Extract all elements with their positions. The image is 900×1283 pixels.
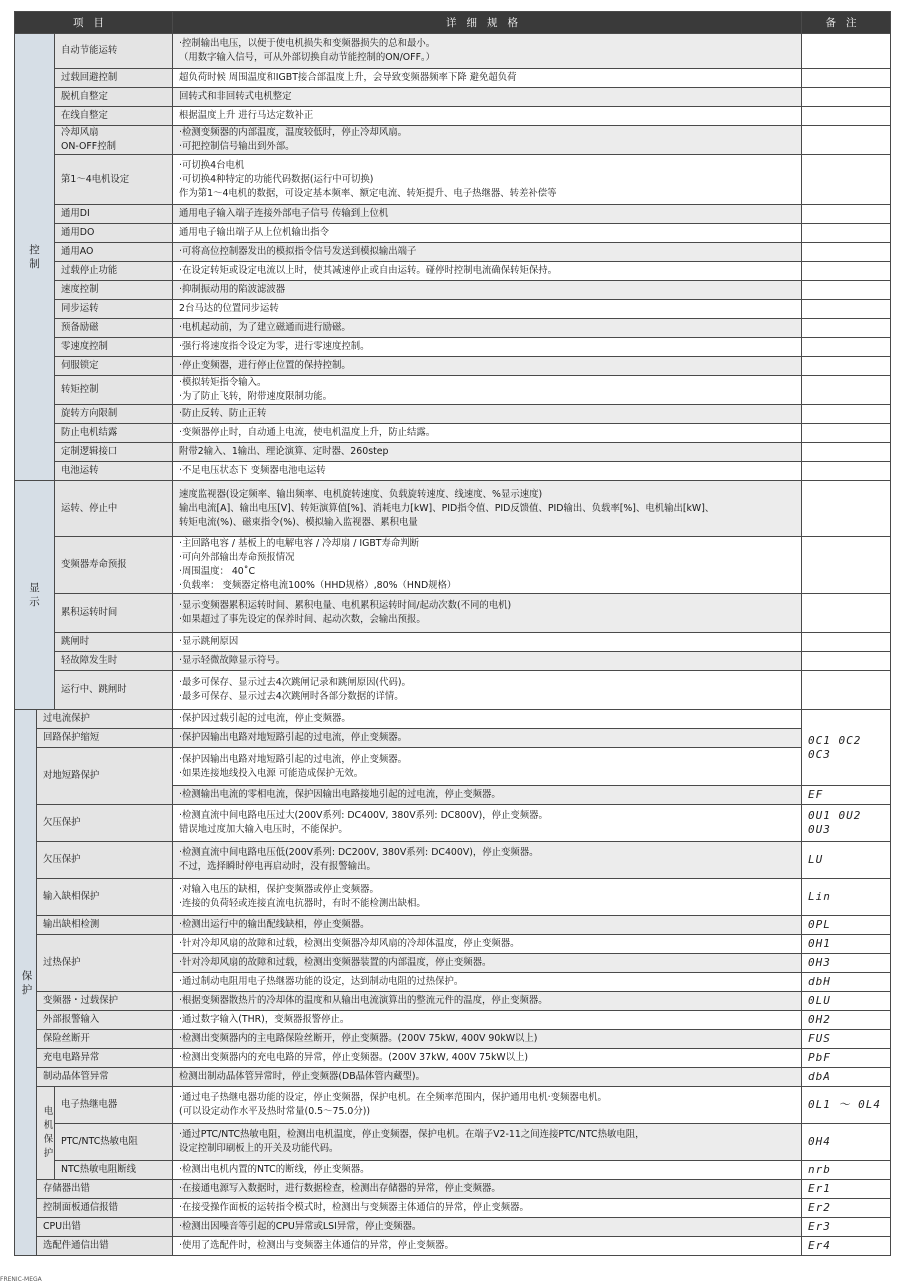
error-code: PbF [802, 1049, 891, 1068]
detail-line: ·不足电压状态下 变频器电池电运转 [179, 465, 326, 476]
item-detail [173, 126, 802, 155]
protection-row [15, 992, 891, 1011]
detail-line: ·根据变频器散热片的冷却体的温度和从输出电流演算出的整流元件的温度，停止变频器。 [179, 995, 548, 1006]
error-code: 0H2 [802, 1011, 891, 1030]
detail-line: ·显示轻微故障显示符号。 [179, 655, 286, 666]
detail-line: ·可将高位控制器发出的模拟指令信号发送到模拟输出端子 [179, 246, 417, 257]
display-row [15, 594, 891, 633]
error-code: 0LU [802, 992, 891, 1011]
item-detail [173, 424, 802, 443]
item-name: 变频器寿命预报 [55, 537, 173, 594]
detail-line: ·显示变频器累积运转时间、累积电量、电机累积运转时间/起动次数(不同的电机) [179, 600, 512, 611]
item-name: 电池运转 [55, 462, 173, 481]
item-name: 跳闸时 [55, 633, 173, 652]
protection-row [15, 1049, 891, 1068]
protection-row [15, 1180, 891, 1199]
detail-line: ·显示跳闸原因 [179, 636, 239, 647]
item-detail [173, 1218, 802, 1237]
detail-line: ·停止变频器，进行停止位置的保持控制。 [179, 360, 351, 371]
protection-row [15, 842, 891, 879]
detail-line: ·电机起动前，为了建立磁通而进行励磁。 [179, 322, 351, 333]
item-name-line: 冷却风扇 [61, 127, 99, 138]
item-detail [173, 935, 802, 954]
protection-row [15, 729, 891, 748]
detail-line: ·防止反转、防止正转 [179, 408, 267, 419]
item-name: 速度控制 [55, 281, 173, 300]
item-remark [802, 300, 891, 319]
detail-line: ·保护因输出电路对地短路引起的过电流，停止变频器。 [179, 732, 407, 743]
category-label [15, 710, 37, 1256]
item-detail [173, 1237, 802, 1256]
detail-line: ·连接的负荷轻或连接直流电抗器时，有时不能检测出缺相。 [179, 898, 426, 909]
protection-row [15, 1237, 891, 1256]
item-remark [802, 224, 891, 243]
item-detail [173, 338, 802, 357]
detail-line: 通用电子输出端子从上位机输出指令 [179, 227, 330, 238]
item-detail [173, 786, 802, 805]
detail-line: ·对输入电压的缺相，保护变频器或停止变频器。 [179, 884, 379, 895]
display-row [15, 633, 891, 652]
item-name: NTC热敏电阻断线 [55, 1161, 173, 1180]
detail-line: ·变频器停止时，自动通上电流，使电机温度上升，防止结露。 [179, 427, 436, 438]
detail-line: 作为第1～4电机的数据，可设定基本频率、额定电流、转矩提升、电子热继器、转差补偿等 [179, 187, 557, 199]
item-detail [173, 594, 802, 633]
item-name: PTC/NTC热敏电阻 [55, 1124, 173, 1161]
detail-line: ·针对冷却风扇的故障和过载，检测出变频器冷却风扇的冷却体温度，停止变频器。 [179, 938, 520, 949]
error-code: 0H4 [802, 1124, 891, 1161]
category-text: 显示 [29, 582, 40, 608]
item-name: 通用DI [55, 205, 173, 224]
header-row [15, 12, 891, 34]
header-remarks: 备注 [802, 12, 891, 34]
control-row [15, 462, 891, 481]
item-remark [802, 357, 891, 376]
error-code: EF [802, 786, 891, 805]
item-name: 零速度控制 [55, 338, 173, 357]
item-name: 定制逻辑接口 [55, 443, 173, 462]
item-name: 预备励磁 [55, 319, 173, 338]
item-remark [802, 107, 891, 126]
detail-line: ·最多可保存、显示过去4次跳闸时各部分数据的详情。 [179, 691, 404, 702]
item-name: 运转、停止中 [55, 481, 173, 537]
error-code: 0H3 [802, 954, 891, 973]
item-detail [173, 281, 802, 300]
protection-row [15, 1068, 891, 1087]
item-detail [173, 973, 802, 992]
item-detail [173, 748, 802, 786]
spec-table [14, 11, 891, 1256]
item-detail [173, 710, 802, 729]
category-text: 电机保护 [43, 1106, 54, 1159]
detail-line: ·保护因过载引起的过电流，停止变频器。 [179, 713, 351, 724]
item-name: 运行中、跳闸时 [55, 671, 173, 710]
item-remark [802, 281, 891, 300]
item-remark [802, 205, 891, 224]
item-detail [173, 88, 802, 107]
item-detail [173, 1087, 802, 1124]
item-remark [802, 424, 891, 443]
item-name: 伺服锁定 [55, 357, 173, 376]
protection-row [15, 748, 891, 786]
item-name: 输出缺相检测 [37, 916, 173, 935]
detail-line: (可以设定动作水平及热时常量(0.5～75.0分)) [179, 1106, 371, 1117]
item-name: 同步运转 [55, 300, 173, 319]
error-code: 0PL [802, 916, 891, 935]
error-code: Er2 [802, 1199, 891, 1218]
error-code: dbA [802, 1068, 891, 1087]
detail-line: ·检测直流中间电路电压过大(200V系列: DC400V, 380V系列: DC800V)，停止变频器。 [179, 810, 548, 821]
item-remark [802, 462, 891, 481]
detail-line: ·负载率： 变频器定格电流100%（HHD规格）,80%（HND规格） [179, 580, 457, 591]
detail-line: 设定控制印刷板上的开关及功能代码。 [179, 1143, 339, 1154]
protection-row [15, 879, 891, 916]
display-row [15, 652, 891, 671]
display-row [15, 537, 891, 594]
item-name: 存储器出错 [37, 1180, 173, 1199]
item-remark [802, 671, 891, 710]
control-row [15, 69, 891, 88]
error-code: LU [802, 842, 891, 879]
detail-line: ·可向外部输出寿命预报情况 [179, 552, 295, 563]
item-remark [802, 376, 891, 405]
item-name: 欠压保护 [37, 842, 173, 879]
item-name: 控制面板通信报错 [37, 1199, 173, 1218]
error-code: 0U1 0U2 0U3 [802, 805, 891, 842]
control-row [15, 319, 891, 338]
protection-row [15, 916, 891, 935]
item-name: 自动节能运转 [55, 34, 173, 69]
detail-line: ·通过PTC/NTC热敏电阻，检测出电机温度，停止变频器，保护电机。在端子V2-11之间连接PTC/NTC热敏电阻， [179, 1129, 645, 1140]
item-name: 转矩控制 [55, 376, 173, 405]
item-name: 过载回避控制 [55, 69, 173, 88]
item-detail [173, 107, 802, 126]
item-detail [173, 1011, 802, 1030]
error-code: 0H1 [802, 935, 891, 954]
item-name: 过热保护 [37, 935, 173, 992]
control-row [15, 107, 891, 126]
motor-protection-label [37, 1087, 55, 1180]
detail-line: ·可把控制信号输出到外部。 [179, 141, 295, 152]
item-detail [173, 671, 802, 710]
detail-line: ·为了防止飞转，附带速度限制功能。 [179, 391, 332, 402]
error-code: Lin [802, 879, 891, 916]
item-detail [173, 1180, 802, 1199]
detail-line: ·如果超过了事先设定的保养时间、起动次数，会输出预报。 [179, 614, 426, 625]
detail-line: ·检测变频器的内部温度，温度较低时，停止冷却风扇。 [179, 127, 407, 138]
display-row [15, 481, 891, 537]
protection-row [15, 1087, 891, 1124]
category-label [15, 34, 55, 481]
item-detail [173, 155, 802, 205]
detail-line: ·使用了选配件时，检测出与变频器主体通信的异常，停止变频器。 [179, 1240, 454, 1251]
item-remark [802, 243, 891, 262]
detail-line: ·主回路电容 / 基板上的电解电容 / 冷却扇 / IGBT寿命判断 [179, 538, 420, 549]
detail-line: 速度监视器(设定频率、输出频率、电机旋转速度、负载旋转速度、线速度、%显示速度) [179, 488, 543, 500]
item-detail [173, 652, 802, 671]
item-detail [173, 462, 802, 481]
item-name: 选配件通信出错 [37, 1237, 173, 1256]
item-detail [173, 319, 802, 338]
item-detail [173, 1049, 802, 1068]
detail-line: ·最多可保存、显示过去4次跳闸记录和跳闸原因(代码)。 [179, 677, 411, 688]
detail-line: ·在接受操作面板的运转指令模式时，检测出与变频器主体通信的异常，停止变频器。 [179, 1202, 529, 1213]
error-code: dbH [802, 973, 891, 992]
item-detail [173, 537, 802, 594]
detail-line: ·通过数字输入(THR)，变频器报警停止。 [179, 1014, 350, 1025]
item-name: CPU出错 [37, 1218, 173, 1237]
item-detail [173, 34, 802, 69]
detail-line: 通用电子输入端子连接外部电子信号 传输到上位机 [179, 208, 389, 219]
detail-line: ·控制输出电压，以便于使电机损失和变频器损失的总和最小。 [179, 38, 436, 49]
item-detail [173, 805, 802, 842]
item-name: 轻故障发生时 [55, 652, 173, 671]
detail-line: ·针对冷却风扇的故障和过载，检测出变频器装置的内部温度，停止变频器。 [179, 957, 492, 968]
detail-line: ·检测出变频器内的充电电路的异常，停止变频器。(200V 37kW, 400V 75kW以上) [179, 1052, 529, 1063]
item-detail [173, 1068, 802, 1087]
control-row [15, 424, 891, 443]
item-name: 制动晶体管异常 [37, 1068, 173, 1087]
detail-line: ·检测输出电流的零相电流，保护因输出电路接地引起的过电流，停止变频器。 [179, 789, 501, 800]
control-row [15, 338, 891, 357]
item-name: 防止电机结露 [55, 424, 173, 443]
item-detail [173, 729, 802, 748]
detail-line: ·检测直流中间电路电压低(200V系列: DC200V, 380V系列: DC400V)，停止变频器。 [179, 847, 539, 858]
detail-line: ·抑制振动用的陷波滤波器 [179, 284, 286, 295]
detail-line: ·通过制动电阻用电子热继器功能的设定，达到制动电阻的过热保护。 [179, 976, 464, 987]
detail-line: ·通过电子热继电器功能的设定，停止变频器，保护电机。在全频率范围内，保护通用电机·变频器电机。 [179, 1092, 607, 1103]
item-detail [173, 224, 802, 243]
protection-row [15, 710, 891, 729]
item-detail [173, 300, 802, 319]
item-name: 回路保护缩短 [37, 729, 173, 748]
detail-line: ·在设定转矩或设定电流以上时，使其减速停止或自由运转。碰停时控制电流确保转矩保持。 [179, 265, 557, 276]
detail-line: 超负荷时候 周围温度和IGBT接合部温度上升，会导致变频器频率下降 避免超负荷 [179, 72, 517, 83]
detail-line: ·在接通电源写入数据时，进行数据检查，检测出存储器的异常，停止变频器。 [179, 1183, 501, 1194]
detail-line: ·检测出变频器内的主电路保险丝断开，停止变频器。(200V 75kW, 400V 90kW以上) [179, 1033, 538, 1044]
header-item: 项目 [15, 12, 173, 34]
control-row [15, 205, 891, 224]
error-code: Er4 [802, 1237, 891, 1256]
detail-line: 检测出制动晶体管异常时，停止变频器(DB晶体管内藏型)。 [179, 1071, 425, 1082]
control-row [15, 443, 891, 462]
item-detail [173, 1030, 802, 1049]
control-row [15, 155, 891, 205]
footer-text: FRENIC-MEGA [0, 1276, 42, 1283]
error-code: Er1 [802, 1180, 891, 1199]
item-detail [173, 1199, 802, 1218]
item-remark [802, 481, 891, 537]
item-remark [802, 338, 891, 357]
item-remark [802, 262, 891, 281]
item-remark [802, 443, 891, 462]
item-name: 脱机自整定 [55, 88, 173, 107]
item-detail [173, 243, 802, 262]
detail-line: ·周围温度： 40˚C [179, 566, 255, 577]
item-name-line: ON-OFF控制 [61, 141, 116, 152]
item-name: 电子热继电器 [55, 1087, 173, 1124]
item-detail [173, 205, 802, 224]
item-detail [173, 405, 802, 424]
detail-line: 根据温度上升 进行马达定数补正 [179, 110, 314, 121]
error-code: 0C1 0C2 0C3 [802, 710, 891, 786]
item-detail [173, 842, 802, 879]
detail-line: 错误地过度加大输入电压时，不能保护。 [179, 824, 348, 835]
item-name: 过电流保护 [37, 710, 173, 729]
item-detail [173, 357, 802, 376]
item-detail [173, 262, 802, 281]
item-detail [173, 481, 802, 537]
item-name: 过载停止功能 [55, 262, 173, 281]
control-row [15, 376, 891, 405]
item-detail [173, 992, 802, 1011]
item-name [55, 126, 173, 155]
error-code: 0L1 ～ 0L4 [802, 1087, 891, 1124]
protection-row [15, 1161, 891, 1180]
protection-row [15, 1011, 891, 1030]
detail-line: ·如果连接地线投入电源 可能造成保护无效。 [179, 767, 364, 779]
control-row [15, 243, 891, 262]
error-code: Er3 [802, 1218, 891, 1237]
item-detail [173, 879, 802, 916]
item-detail [173, 69, 802, 88]
header-detail: 详细规格 [173, 12, 802, 34]
item-name: 通用AO [55, 243, 173, 262]
detail-line: ·可切换4台电机 [179, 159, 245, 171]
item-remark [802, 594, 891, 633]
item-name: 欠压保护 [37, 805, 173, 842]
control-row [15, 88, 891, 107]
category-label [15, 481, 55, 710]
detail-line: 输出电流[A]、输出电压[V]、转矩演算值[%]、消耗电力[kW]、PID指令值、PID反馈值、PID输出、负载率[%]、电机输出[kW]、 [179, 502, 715, 514]
item-detail [173, 954, 802, 973]
control-row [15, 357, 891, 376]
detail-line: ·可切换4种特定的功能代码数据(运行中可切换) [179, 173, 374, 185]
protection-row [15, 1030, 891, 1049]
detail-line: 不过，选择瞬时停电再启动时，没有报警输出。 [179, 861, 376, 872]
item-remark [802, 537, 891, 594]
detail-line: ·检测出运行中的输出配线缺相，停止变频器。 [179, 919, 370, 930]
control-row [15, 262, 891, 281]
protection-row [15, 1124, 891, 1161]
item-name: 通用DO [55, 224, 173, 243]
detail-line: （用数字输入信号，可从外部切换自动节能控制的ON/OFF。） [179, 52, 436, 63]
item-name: 充电电路异常 [37, 1049, 173, 1068]
item-name: 输入缺相保护 [37, 879, 173, 916]
item-detail [173, 1161, 802, 1180]
item-remark [802, 319, 891, 338]
item-remark [802, 34, 891, 69]
item-remark [802, 126, 891, 155]
protection-row [15, 805, 891, 842]
item-name: 第1～4电机设定 [55, 155, 173, 205]
item-remark [802, 633, 891, 652]
category-text: 控制 [29, 244, 40, 270]
protection-row [15, 935, 891, 954]
item-name: 保险丝断开 [37, 1030, 173, 1049]
detail-line: ·检测出因噪音等引起的CPU异常或LSI异常，停止变频器。 [179, 1221, 422, 1232]
protection-row [15, 1218, 891, 1237]
error-code: FUS [802, 1030, 891, 1049]
item-remark [802, 88, 891, 107]
control-row [15, 224, 891, 243]
category-text: 保护 [21, 969, 33, 996]
error-code: nrb [802, 1161, 891, 1180]
detail-line: 附带2输入、1输出、理论演算、定时器、260step [179, 446, 389, 457]
control-row [15, 281, 891, 300]
control-row [15, 405, 891, 424]
detail-line: ·保护因输出电路对地短路引起的过电流，停止变频器。 [179, 753, 407, 765]
control-row [15, 300, 891, 319]
item-name: 变频器・过载保护 [37, 992, 173, 1011]
detail-line: ·检测出电机内置的NTC的断线，停止变频器。 [179, 1164, 370, 1175]
control-row [15, 126, 891, 155]
item-name: 累积运转时间 [55, 594, 173, 633]
detail-line: 回转式和非回转式电机整定 [179, 91, 292, 102]
detail-line: ·强行将速度指令设定为零，进行零速度控制。 [179, 341, 370, 352]
protection-row [15, 1199, 891, 1218]
control-row [15, 34, 891, 69]
detail-line: ·模拟转矩指令输入。 [179, 377, 267, 388]
item-detail [173, 633, 802, 652]
detail-line: 2台马达的位置同步运转 [179, 303, 279, 314]
item-remark [802, 405, 891, 424]
display-row [15, 671, 891, 710]
detail-line: 转矩电流(%)、磁束指令(%)、模拟输入监视器、累积电量 [179, 516, 418, 528]
item-name: 对地短路保护 [37, 748, 173, 805]
item-detail [173, 376, 802, 405]
item-remark [802, 652, 891, 671]
item-remark [802, 69, 891, 88]
item-name: 外部报警输入 [37, 1011, 173, 1030]
item-detail [173, 443, 802, 462]
item-name: 旋转方向限制 [55, 405, 173, 424]
item-name: 在线自整定 [55, 107, 173, 126]
item-detail [173, 1124, 802, 1161]
item-remark [802, 155, 891, 205]
item-detail [173, 916, 802, 935]
